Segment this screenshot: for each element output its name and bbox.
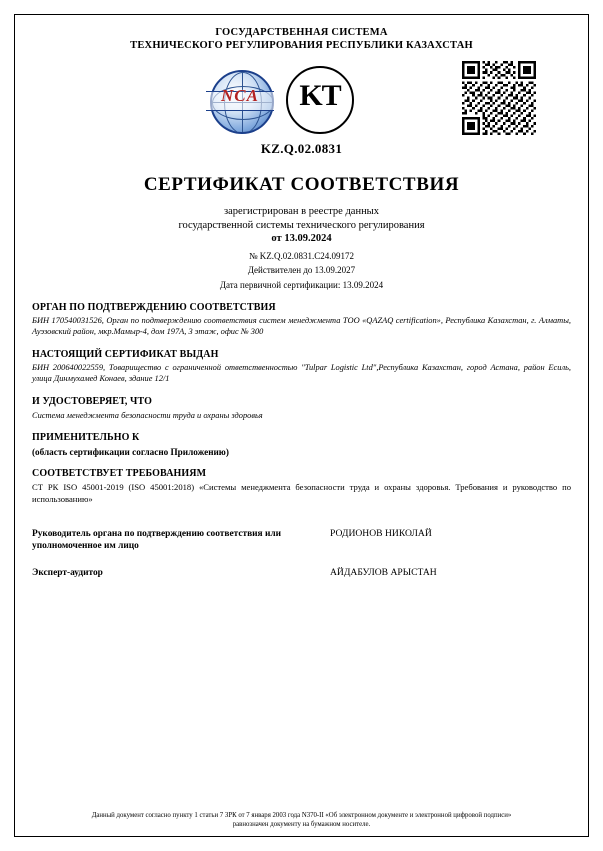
- nca-logo-text: NCA: [221, 86, 259, 105]
- page-title: СЕРТИФИКАТ СООТВЕТСТВИЯ: [143, 174, 460, 195]
- signature-role-head: Руководитель органа по подтверждению соответствия или уполномоченное им лицо: [32, 528, 282, 552]
- section-heading-issued-to: НАСТОЯЩИЙ СЕРТИФИКАТ ВЫДАН: [32, 348, 219, 360]
- registry-line-1: зарегистрирован в реестре данных: [224, 206, 379, 217]
- section-heading-requirements: СООТВЕТСТВУЕТ ТРЕБОВАНИЯМ: [32, 468, 207, 480]
- registration-number: № KZ.Q.02.0831.C24.09172: [248, 250, 355, 261]
- section-heading-body: ОРГАН ПО ПОДТВЕРЖДЕНИЮ СООТВЕТСТВИЯ: [32, 301, 276, 313]
- nca-globe-logo: [204, 64, 276, 136]
- signature-row: [32, 528, 571, 553]
- section-body-requirements: СТ РК ISO 45001-2019 (ISO 45001:2018) «Системы менеджмента безопасности труда и охраны здоровья. Требования и руководство по использованию»: [32, 482, 571, 505]
- logo-row: [32, 61, 571, 139]
- signature-name-auditor: АЙДАБУЛОВ АРЫСТАН: [330, 566, 437, 578]
- section-body-scope: (область сертификации согласно Приложению): [32, 447, 229, 458]
- kz-conformity-mark-icon: [286, 66, 354, 134]
- signature-block: [32, 528, 571, 580]
- section-body-certifies: Система менеджмента безопасности труда и охраны здоровья: [32, 410, 263, 420]
- first-certification-date: Дата первичной сертификации: 13.09.2024: [219, 279, 384, 290]
- footer-line-1: Данный документ согласно пункту 1 статьи 7 ЗРК от 7 января 2003 года N370-II «Об электронном документе и электронной цифровой подписи»: [91, 812, 512, 819]
- registry-date: от 13.09.2024: [271, 233, 332, 244]
- registry-line-2: государственной системы технического регулирования: [178, 219, 425, 231]
- qr-code: [462, 61, 536, 135]
- registry-block: [32, 205, 571, 246]
- section-body-body: БИН 170540031526, Орган по подтверждению соответствия систем менеджмента ТОО «QAZAQ certification», Республика Казахстан, г. Алматы, Ауэзовский район, мкр.Мамыр-4, дом 197А, 3 этаж, офис № 300: [32, 315, 571, 337]
- document-content: [32, 26, 571, 593]
- section-body-issued-to: БИН 200640022559, Товарищество с ограниченной ответственностью "Tulpar Logistic Ltd",Республика Казахстан, город Астана, район Есиль, улица Динмухамед Конаев, здание 12/1: [32, 362, 571, 384]
- qr-code-icon: [462, 61, 536, 135]
- signature-row: [32, 567, 571, 580]
- signature-role-auditor: Эксперт-аудитор: [32, 567, 103, 578]
- valid-until: Действителен до 13.09.2027: [247, 264, 356, 275]
- certificate-number: KZ.Q.02.0831: [260, 141, 343, 156]
- section-heading-scope: ПРИМЕНИТЕЛЬНО К: [32, 432, 140, 444]
- state-system-header: [32, 26, 571, 52]
- kz-mark-text: KТ: [299, 79, 341, 112]
- footer-line-2: равнозначен документу на бумажном носителе.: [232, 821, 371, 828]
- section-heading-certifies: И УДОСТОВЕРЯЕТ, ЧТО: [32, 395, 152, 407]
- header-line-2: ТЕХНИЧЕСКОГО РЕГУЛИРОВАНИЯ РЕСПУБЛИКИ КАЗАХСТАН: [130, 40, 473, 51]
- header-line-1: ГОСУДАРСТВЕННАЯ СИСТЕМА: [215, 27, 388, 38]
- footer-note: [32, 811, 571, 829]
- signature-name-head: РОДИОНОВ НИКОЛАЙ: [330, 527, 432, 539]
